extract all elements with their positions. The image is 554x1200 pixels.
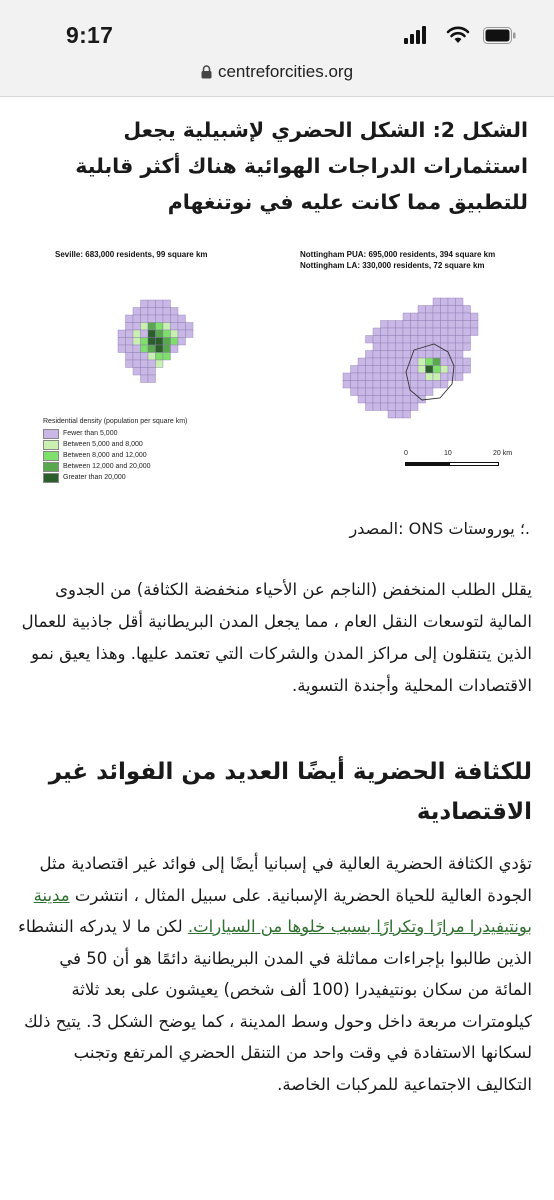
density-cell (396, 321, 404, 329)
density-cell (373, 403, 381, 411)
density-cell (358, 373, 366, 381)
density-cell (178, 330, 186, 338)
map-scale-bar: 0 10 20 km (401, 450, 521, 480)
density-cell (411, 403, 419, 411)
density-cell (441, 366, 449, 374)
density-cell (433, 358, 441, 366)
density-cell (381, 321, 389, 329)
density-cell (148, 353, 156, 361)
density-cell (156, 345, 164, 353)
density-cell (411, 373, 419, 381)
density-cell (133, 368, 141, 376)
density-cell (358, 358, 366, 366)
density-cell (126, 315, 134, 323)
density-cell (471, 313, 479, 321)
density-cell (463, 343, 471, 351)
density-cell (358, 366, 366, 374)
density-cell (118, 330, 126, 338)
density-cell (141, 368, 149, 376)
density-cell (133, 338, 141, 346)
density-cell (178, 323, 186, 331)
density-cell (148, 375, 156, 383)
density-cell (366, 396, 374, 404)
density-cell (418, 321, 426, 329)
density-cell (456, 343, 464, 351)
density-cell (448, 336, 456, 344)
density-cell (133, 353, 141, 361)
density-cell (381, 358, 389, 366)
seville-label: Seville: 683,000 residents, 99 square km (55, 250, 208, 259)
battery-icon (483, 27, 516, 44)
legend-swatch (43, 451, 59, 461)
density-cell (163, 330, 171, 338)
density-cell (373, 366, 381, 374)
density-cell (148, 330, 156, 338)
density-cell (426, 373, 434, 381)
density-cell (426, 306, 434, 314)
density-cell (141, 345, 149, 353)
density-cell (441, 336, 449, 344)
density-cell (433, 336, 441, 344)
density-cell (403, 411, 411, 419)
density-cell (126, 345, 134, 353)
density-cell (448, 343, 456, 351)
density-cell (381, 396, 389, 404)
density-cell (373, 358, 381, 366)
seville-map (118, 300, 193, 383)
density-cell (148, 308, 156, 316)
section-heading: للكثافة الحضرية أيضًا العديد من الفوائد غير الاقتصادية (48, 759, 532, 825)
density-cell (186, 330, 194, 338)
density-cell (448, 313, 456, 321)
density-cell (148, 315, 156, 323)
density-cell (126, 360, 134, 368)
map-legend (43, 418, 187, 483)
density-cell (388, 351, 396, 359)
density-cell (426, 343, 434, 351)
density-cell (388, 381, 396, 389)
density-cell (381, 403, 389, 411)
density-cell (426, 388, 434, 396)
legend-swatch (43, 462, 59, 472)
density-cell (396, 373, 404, 381)
density-cell (418, 336, 426, 344)
density-cell (396, 396, 404, 404)
density-cell (456, 358, 464, 366)
density-cell (403, 321, 411, 329)
density-cell (351, 373, 359, 381)
density-cell (148, 368, 156, 376)
legend-item: Between 5,000 and 8,000 (43, 439, 187, 450)
figure-source: .؛ يوروستات ONS :المصدر (349, 519, 530, 538)
density-cell (141, 353, 149, 361)
legend-item: Greater than 20,000 (43, 472, 187, 483)
density-cell (381, 388, 389, 396)
legend-item: Fewer than 5,000 (43, 428, 187, 439)
density-cell (381, 336, 389, 344)
density-cell (366, 351, 374, 359)
density-cell (141, 375, 149, 383)
density-cell (118, 338, 126, 346)
density-cell (358, 388, 366, 396)
density-cell (163, 308, 171, 316)
density-cell (373, 373, 381, 381)
density-cell (463, 366, 471, 374)
density-cell (448, 321, 456, 329)
density-cell (411, 313, 419, 321)
density-cell (163, 338, 171, 346)
density-cell (426, 336, 434, 344)
density-cell (456, 336, 464, 344)
density-cell (141, 308, 149, 316)
density-cell (456, 351, 464, 359)
density-cell (388, 321, 396, 329)
density-cell (126, 338, 134, 346)
lock-icon (201, 65, 212, 79)
density-cell (448, 306, 456, 314)
density-cell (441, 358, 449, 366)
density-cell (456, 313, 464, 321)
density-cell (156, 330, 164, 338)
density-cell (426, 321, 434, 329)
density-cell (463, 306, 471, 314)
density-cell (441, 328, 449, 336)
density-cell (426, 366, 434, 374)
figure-title: الشكل 2: الشكل الحضري لإشبيلية يجعل استثمارات الدراجات الهوائية هناك أكثر قابلية للتطبيق مما كانت عليه في نوتنغهام (75, 118, 528, 214)
legend-title: Residential density (population per square km) (43, 418, 188, 425)
density-cell (388, 411, 396, 419)
density-cell (381, 366, 389, 374)
density-cell (163, 315, 171, 323)
legend-swatch (43, 440, 59, 450)
density-cell (373, 381, 381, 389)
density-cell (418, 306, 426, 314)
density-cell (441, 298, 449, 306)
density-cell (403, 403, 411, 411)
density-cell (388, 373, 396, 381)
density-cell (366, 366, 374, 374)
density-cell (463, 358, 471, 366)
density-cell (171, 323, 179, 331)
density-cell (141, 315, 149, 323)
density-cell (456, 321, 464, 329)
wifi-icon (446, 24, 470, 44)
density-cell (441, 321, 449, 329)
density-cell (426, 328, 434, 336)
density-cell (411, 336, 419, 344)
density-cell (381, 381, 389, 389)
density-cell (396, 403, 404, 411)
density-cell (141, 338, 149, 346)
density-cell (373, 328, 381, 336)
density-cell (456, 298, 464, 306)
density-cell (388, 388, 396, 396)
paragraph: يقلل الطلب المنخفض (الناجم عن الأحياء منخفضة الكثافة) من الجدوى المالية لتوسعات النقل العام ، مما يجعل المدن البريطانية أقل جاذبية للعمال الذين يتنقلون إلى مراكز المدن والشركات التي تعتمد عليها. وهذا يعيق نمو الاقتصادات المحلية وأجندة التسوية. (21, 580, 532, 695)
nottingham-la-label: Nottingham LA: 330,000 residents, 72 square km (300, 261, 485, 270)
density-cell (133, 360, 141, 368)
density-cell (441, 373, 449, 381)
density-cell (418, 351, 426, 359)
density-cell (178, 338, 186, 346)
density-cell (381, 351, 389, 359)
density-cell (156, 323, 164, 331)
density-cell (171, 338, 179, 346)
density-cell (148, 323, 156, 331)
density-cell (351, 381, 359, 389)
density-cell (133, 345, 141, 353)
density-cell (163, 300, 171, 308)
density-cell (148, 345, 156, 353)
density-cell (448, 298, 456, 306)
density-cell (411, 328, 419, 336)
nottingham-pua-label: Nottingham PUA: 695,000 residents, 394 square km (300, 250, 496, 259)
density-cell (448, 373, 456, 381)
density-cell (156, 308, 164, 316)
density-cell (426, 358, 434, 366)
density-cell (133, 323, 141, 331)
density-cell (463, 336, 471, 344)
density-cell (186, 323, 194, 331)
density-cell (433, 351, 441, 359)
density-cell (456, 366, 464, 374)
density-cell (418, 313, 426, 321)
density-cell (403, 396, 411, 404)
density-cell (126, 353, 134, 361)
density-cell (456, 328, 464, 336)
density-cell (418, 373, 426, 381)
density-cell (148, 300, 156, 308)
density-cell (381, 343, 389, 351)
density-cell (433, 328, 441, 336)
density-cell (418, 381, 426, 389)
density-cell (411, 358, 419, 366)
density-cell (396, 336, 404, 344)
density-cell (411, 396, 419, 404)
density-cell (156, 360, 164, 368)
legend-item: Between 12,000 and 20,000 (43, 461, 187, 472)
density-cell (388, 403, 396, 411)
density-cell (471, 328, 479, 336)
density-cell (118, 345, 126, 353)
cellular-signal-icon (404, 26, 428, 44)
density-cell (433, 321, 441, 329)
density-cell (171, 330, 179, 338)
density-cell (156, 300, 164, 308)
density-cell (358, 396, 366, 404)
density-cell (433, 298, 441, 306)
density-cell (396, 381, 404, 389)
density-cell (381, 328, 389, 336)
density-cell (403, 328, 411, 336)
address-bar[interactable] (0, 60, 554, 97)
density-cell (456, 373, 464, 381)
density-cell (388, 343, 396, 351)
density-cell (358, 381, 366, 389)
density-cell (403, 336, 411, 344)
density-cell (433, 381, 441, 389)
paragraph: تؤدي الكثافة الحضرية العالية في إسبانيا أيضًا إلى فوائد غير اقتصادية مثل الجودة العالية للحياة الحضرية الإسبانية. على سبيل المثال ، انتشرت مدينة بونتيفيدرا مرارًا وتكرارًا بسبب خلوها من السيارات. لكن ما لا يدركه النشطاء الذين طالبوا بإجراءات مماثلة في المدن البريطانية دائمًا هو أن 50 في المائة من سكان بونتيفيدرا (100 ألف شخص) يعيشون على بعد ثلاثة كيلومترات مربعة داخل وحول وسط المدينة ، كما يوضح الشكل 3. يتيح ذلك لسكانها الاستفادة في وقت واحد من التنقل الحضري المرتفع وتجنب التكاليف الاجتماعية للمركبات الخاصة. (18, 854, 532, 1094)
density-cell (366, 388, 374, 396)
density-cell (133, 308, 141, 316)
density-cell (163, 323, 171, 331)
density-cell (388, 366, 396, 374)
density-cell (396, 351, 404, 359)
density-cell (441, 381, 449, 389)
status-bar (0, 0, 554, 60)
density-cell (133, 330, 141, 338)
density-cell (403, 313, 411, 321)
density-cell (396, 358, 404, 366)
nottingham-map (343, 298, 478, 418)
density-cell (148, 338, 156, 346)
density-cell (171, 345, 179, 353)
density-map-figure (26, 240, 526, 500)
density-cell (388, 328, 396, 336)
density-cell (141, 300, 149, 308)
density-cell (366, 403, 374, 411)
density-cell (441, 313, 449, 321)
density-cell (343, 373, 351, 381)
density-cell (411, 321, 419, 329)
density-cell (366, 373, 374, 381)
density-cell (396, 328, 404, 336)
density-cell (373, 351, 381, 359)
density-cell (426, 313, 434, 321)
density-cell (126, 323, 134, 331)
pontevedra-article-link[interactable]: مدينة بونتيفيدرا مرارًا وتكرارًا بسبب خلوها من السيارات. (33, 885, 532, 936)
density-cell (433, 366, 441, 374)
density-cell (418, 366, 426, 374)
density-cell (156, 353, 164, 361)
density-cell (433, 373, 441, 381)
density-cell (463, 313, 471, 321)
density-cell (148, 360, 156, 368)
density-cell (156, 315, 164, 323)
density-cell (388, 336, 396, 344)
density-cell (381, 373, 389, 381)
density-cell (418, 358, 426, 366)
density-cell (388, 358, 396, 366)
density-cell (426, 381, 434, 389)
density-cell (418, 388, 426, 396)
status-time: 9:17 (66, 22, 114, 48)
density-cell (418, 328, 426, 336)
density-cell (463, 328, 471, 336)
legend-item: Between 8,000 and 12,000 (43, 450, 187, 461)
density-cell (178, 315, 186, 323)
density-cell (448, 328, 456, 336)
density-cell (366, 336, 374, 344)
density-cell (373, 396, 381, 404)
density-cell (171, 315, 179, 323)
density-cell (141, 330, 149, 338)
density-cell (351, 388, 359, 396)
density-cell (426, 351, 434, 359)
density-cell (141, 323, 149, 331)
density-cell (343, 381, 351, 389)
density-cell (396, 388, 404, 396)
density-cell (396, 411, 404, 419)
legend-swatch (43, 473, 59, 483)
density-cell (373, 336, 381, 344)
density-cell (373, 343, 381, 351)
density-cell (133, 315, 141, 323)
density-cell (396, 343, 404, 351)
url-text: centreforcities.org (217, 62, 354, 81)
density-cell (366, 358, 374, 366)
density-cell (441, 306, 449, 314)
density-cell (403, 351, 411, 359)
density-cell (141, 360, 149, 368)
density-cell (388, 396, 396, 404)
density-cell (163, 345, 171, 353)
density-cell (396, 366, 404, 374)
density-cell (411, 381, 419, 389)
density-cell (433, 306, 441, 314)
density-cell (156, 338, 164, 346)
density-cell (411, 366, 419, 374)
legend-swatch (43, 429, 59, 439)
density-cell (351, 366, 359, 374)
density-cell (373, 388, 381, 396)
density-cell (171, 308, 179, 316)
density-cell (126, 330, 134, 338)
density-cell (403, 343, 411, 351)
density-cell (366, 381, 374, 389)
density-cell (433, 313, 441, 321)
density-cell (463, 321, 471, 329)
density-cell (163, 353, 171, 361)
density-cell (456, 306, 464, 314)
density-cell (471, 321, 479, 329)
